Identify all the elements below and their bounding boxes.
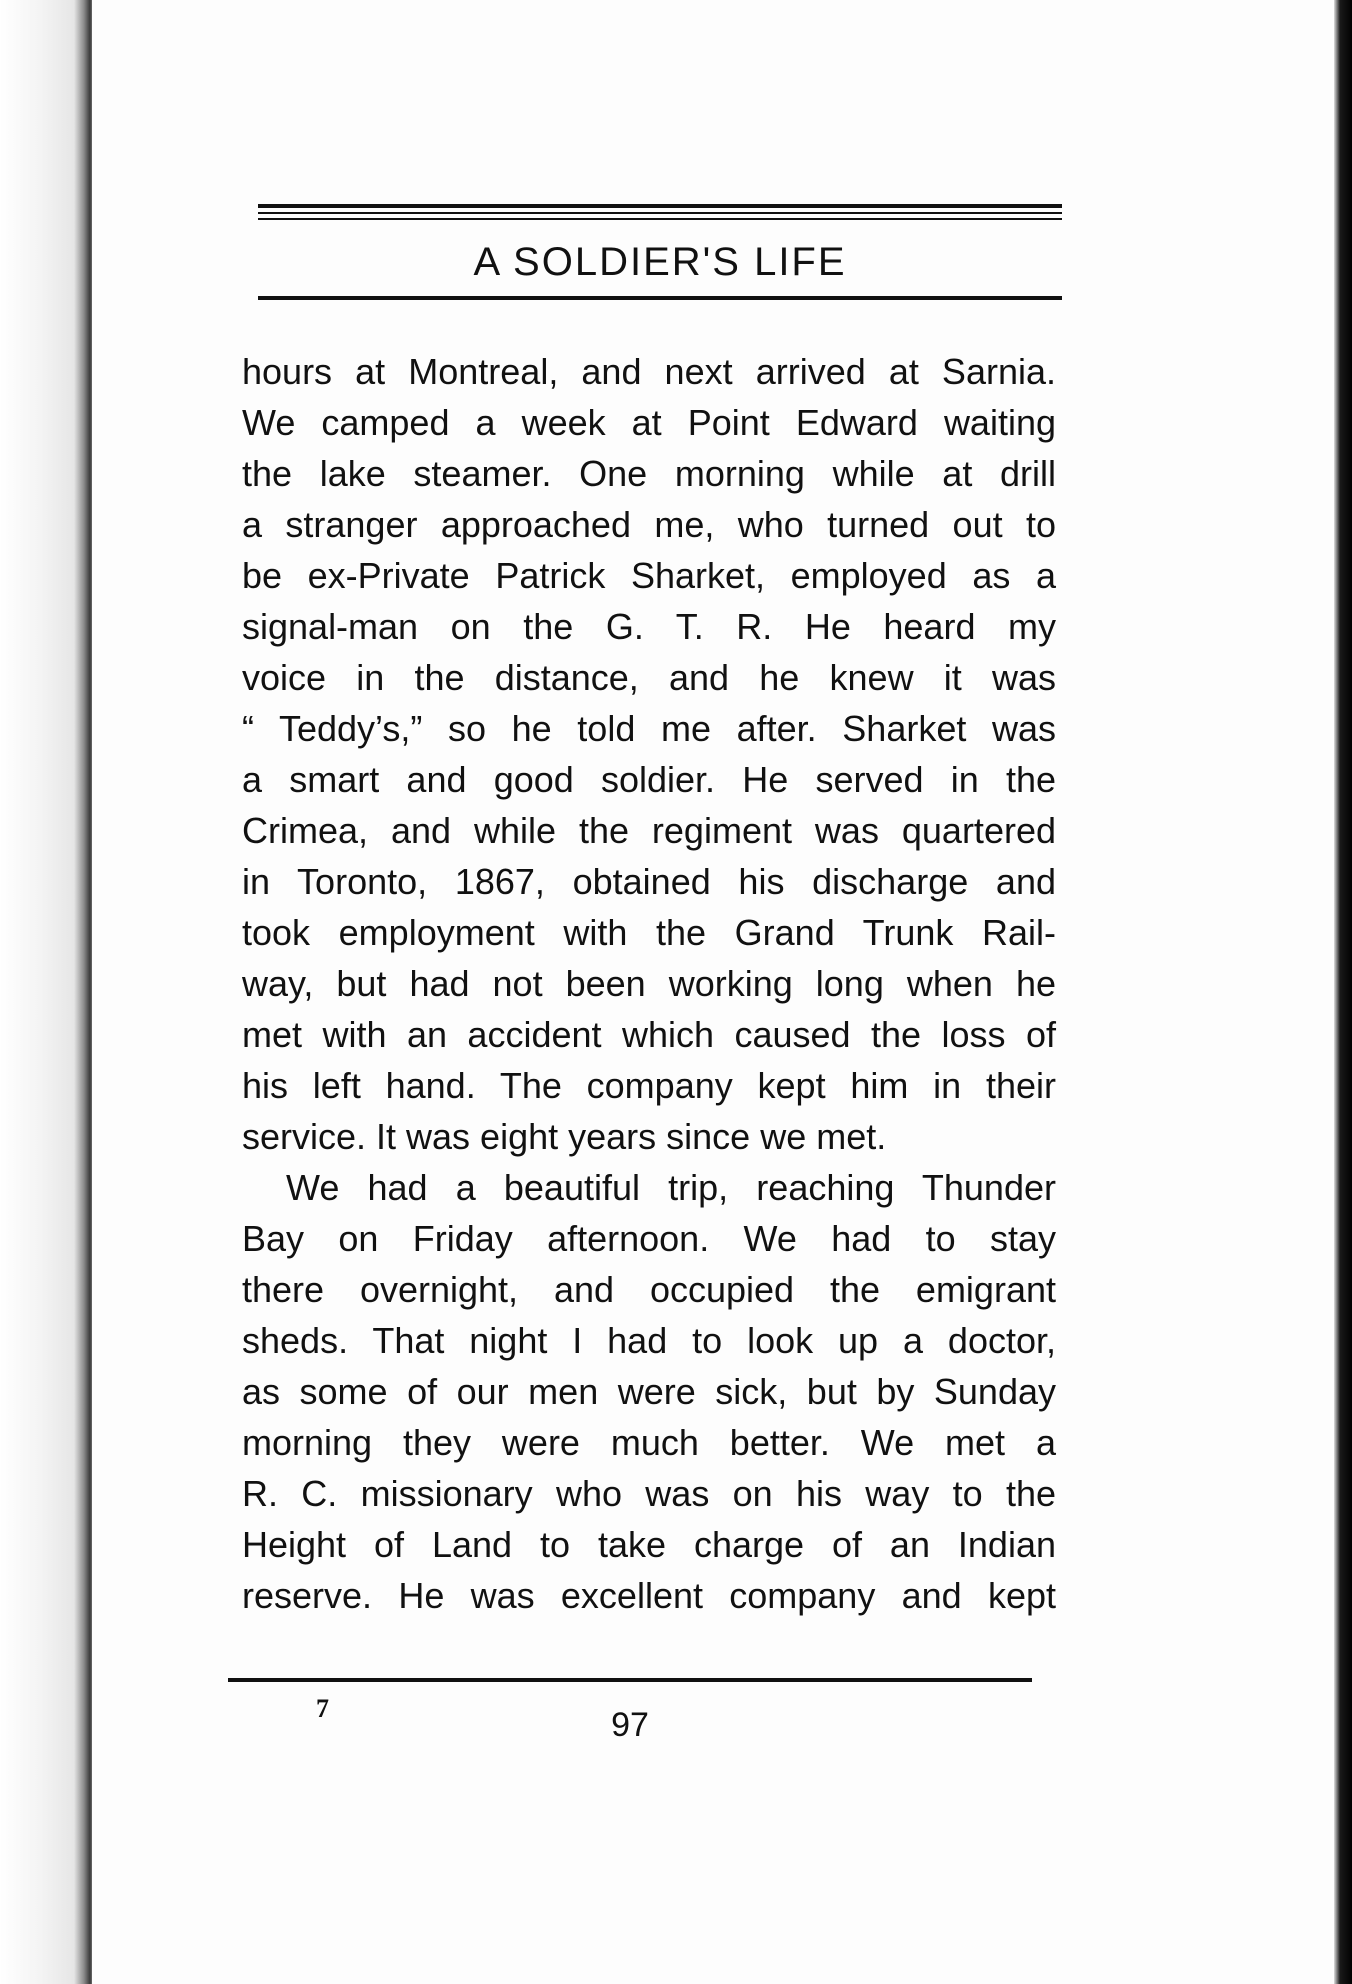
text-line: We had a beautiful trip, reaching Thunder (286, 1167, 1056, 1208)
text-line: his left hand. The company kept him in their (242, 1065, 1056, 1106)
text-line: signal-man on the G. T. R. He heard my (242, 606, 1056, 647)
text-line: Crimea, and while the regiment was quartered (242, 810, 1056, 851)
text-line: R. C. missionary who was on his way to the (242, 1473, 1056, 1514)
book-gutter (0, 0, 92, 1984)
running-title: A SOLDIER'S LIFE (473, 240, 847, 284)
header-rule-top-thin-2 (258, 218, 1062, 220)
text-line: reserve. He was excellent company and kept (242, 1575, 1056, 1616)
text-line: Height of Land to take charge of an Indian (242, 1524, 1056, 1565)
header-rule-top (258, 204, 1062, 208)
text-line: hours at Montreal, and next arrived at Sarnia. (242, 351, 1056, 392)
text-line: service. It was eight years since we met. (242, 1116, 887, 1157)
header-rule-top-thin (258, 212, 1062, 214)
text-line: in Toronto, 1867, obtained his discharge and (242, 861, 1056, 902)
text-line: there overnight, and occupied the emigrant (242, 1269, 1056, 1310)
text-line: took employment with the Grand Trunk Rail- (242, 912, 1056, 953)
footer-rule (228, 1678, 1032, 1682)
text-line: a stranger approached me, who turned out to (242, 504, 1056, 545)
text-line: sheds. That night I had to look up a doctor, (242, 1320, 1056, 1361)
text-line: We camped a week at Point Edward waiting (242, 402, 1056, 443)
text-line: morning they were much better. We met a (242, 1422, 1056, 1463)
running-header (258, 204, 1062, 304)
header-rule-bottom (258, 296, 1062, 300)
signature-mark: 7 (316, 1694, 329, 1723)
page-edge (1334, 0, 1352, 1984)
text-line: Bay on Friday afternoon. We had to stay (242, 1218, 1056, 1259)
text-line: met with an accident which caused the loss of (242, 1014, 1056, 1055)
page-body (242, 346, 1056, 1621)
text-line: voice in the distance, and he knew it was (242, 657, 1056, 698)
text-line: way, but had not been working long when he (242, 963, 1056, 1004)
text-line: as some of our men were sick, but by Sunday (242, 1371, 1056, 1412)
text-line: a smart and good soldier. He served in the (242, 759, 1056, 800)
text-line: the lake steamer. One morning while at drill (242, 453, 1056, 494)
text-line: be ex-Private Patrick Sharket, employed as a (242, 555, 1056, 596)
page-number: 97 (611, 1706, 649, 1744)
text-line: “ Teddy’s,” so he told me after. Sharket was (242, 708, 1056, 749)
